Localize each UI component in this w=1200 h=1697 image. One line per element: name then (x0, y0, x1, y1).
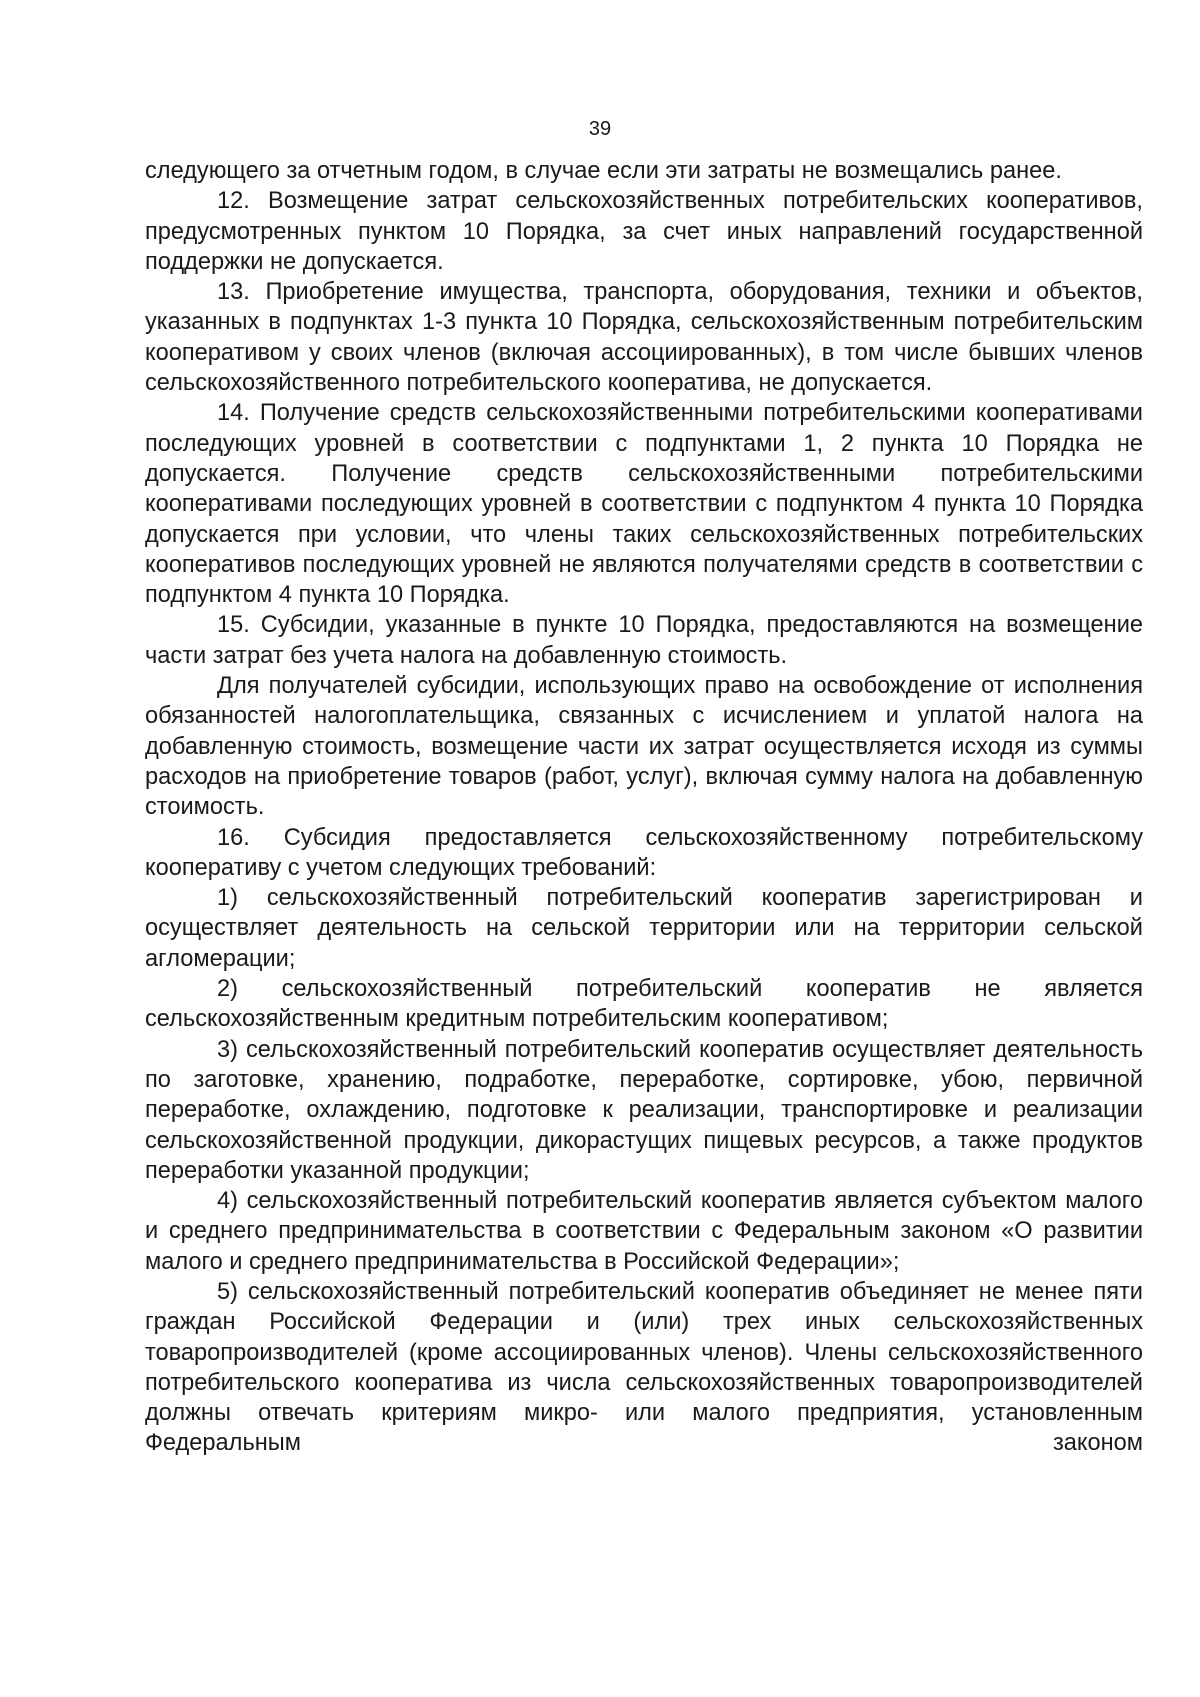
paragraph-item-13: 13. Приобретение имущества, транспорта, оборудования, техники и объектов, указанных в подпунктах 1-3 пункта 10 Порядка, сельскохозяйственным потребительским кооперативом у своих членов (включая ассоциированных), в том числе бывших членов сельскохозяйственного потребительского кооператива, не допускается. (145, 279, 1143, 397)
page-number: 39 (588, 118, 612, 140)
requirement-5: 5) сельскохозяйственный потребительский кооператив объединяет не менее пяти граждан Российской Федерации и (или) трех иных сельскохозяйственных товаропроизводителей (кроме ассоциированных членов). Члены сельскохозяйственного потребительского кооператива из числа сельскохозяйственных товаропроизводителей должны отвечать критериям микро- или малого предприятия, установленным Федеральным законом (145, 1278, 1143, 1457)
paragraph-item-12: 12. Возмещение затрат сельскохозяйственных потребительских кооперативов, предусмотренных пунктом 10 Порядка, за счет иных направлений государственной поддержки не допускается. (145, 188, 1143, 275)
document-body (145, 156, 1143, 1459)
paragraph-vat-exemption: Для получателей субсидии, использующих право на освобождение от исполнения обязанностей налогоплательщика, связанных с исчислением и уплатой налога на добавленную стоимость, возмещение части их затрат осуществляется исходя из суммы расходов на приобретение товаров (работ, услуг), включая сумму налога на добавленную стоимость. (145, 673, 1143, 821)
paragraph-item-15: 15. Субсидии, указанные в пункте 10 Порядка, предоставляются на возмещение части затрат без учета налога на добавленную стоимость. (145, 612, 1143, 669)
paragraph-item-14: 14. Получение средств сельскохозяйственными потребительскими кооперативами последующих уровней в соответствии с подпунктами 1, 2 пункта 10 Порядка не допускается. Получение средств сельскохозяйственными потребительскими кооперативами последующих уровней в соответствии с подпунктом 4 пункта 10 Порядка допускается при условии, что члены таких сельскохозяйственных потребительских кооперативов последующих уровней не являются получателями средств в соответствии с подпунктом 4 пункта 10 Порядка. (145, 400, 1143, 609)
paragraph-item-16: 16. Субсидия предоставляется сельскохозяйственному потребительскому кооперативу с учетом следующих требований: (145, 824, 1143, 881)
requirement-3: 3) сельскохозяйственный потребительский кооператив осуществляет деятельность по заготовке, хранению, подработке, переработке, сортировке, убою, первичной переработке, охлаждению, подготовке к реализации, транспортировке и реализации сельскохозяйственной продукции, дикорастущих пищевых ресурсов, а также продуктов переработки указанной продукции; (145, 1036, 1143, 1184)
requirement-2: 2) сельскохозяйственный потребительский кооператив не является сельскохозяйственным кредитным потребительским кооперативом; (145, 976, 1143, 1033)
paragraph-continuation: следующего за отчетным годом, в случае если эти затраты не возмещались ранее. (145, 158, 1062, 184)
requirement-1: 1) сельскохозяйственный потребительский кооператив зарегистрирован и осуществляет деятельность на сельской территории или на территории сельской агломерации; (145, 885, 1143, 972)
requirement-4: 4) сельскохозяйственный потребительский кооператив является субъектом малого и среднего предпринимательства в соответствии с Федеральным законом «О развитии малого и среднего предпринимательства в Российской Федерации»; (145, 1188, 1143, 1275)
